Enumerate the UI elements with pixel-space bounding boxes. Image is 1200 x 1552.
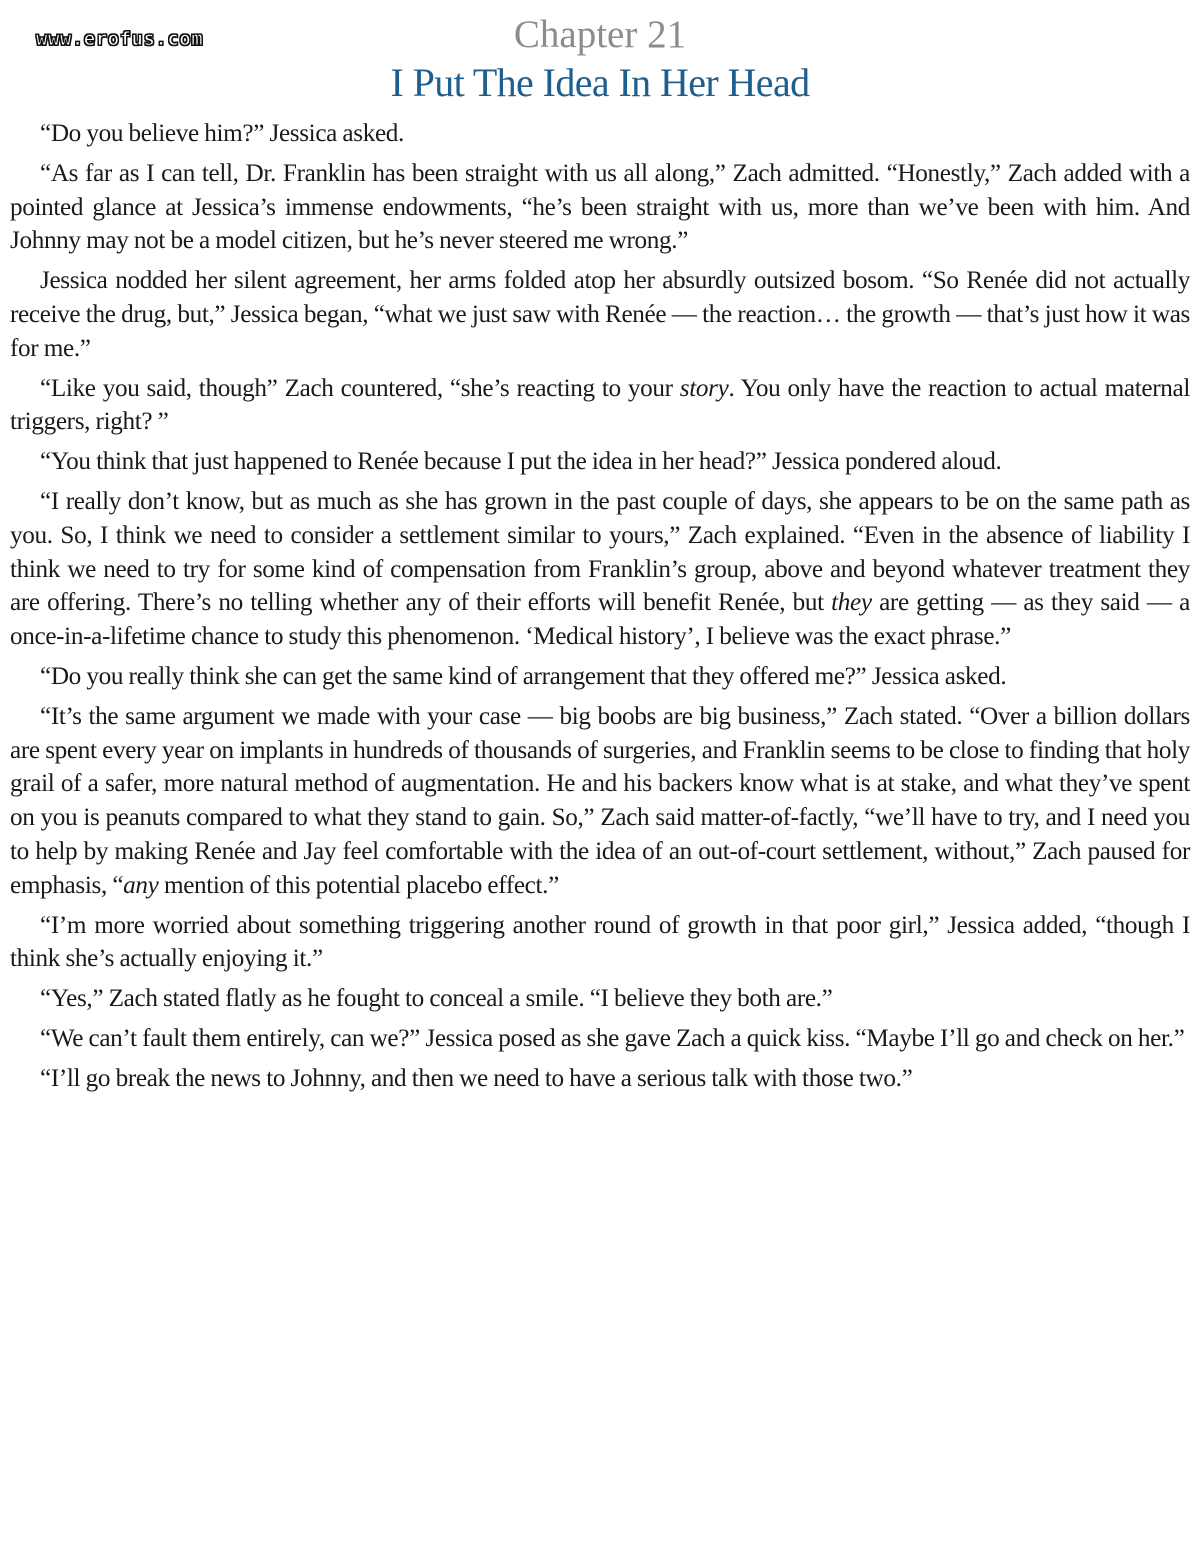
emphasis: story: [679, 374, 729, 402]
paragraph: “I really don’t know, but as much as she has grown in the past couple of days, she appears to be on the same path as you. So, I think we need to consider a settlement similar to yours,” Zach explained. “Even in the absence of liability I think we need to try for some kind of compensation from Franklin’s group, above and beyond whatever treatment they are offering. There’s no telling whether any of their efforts will benefit Renée, but they are getting — as they said — a once-in-a-lifetime chance to study this phenomenon. ‘Medical history’, I believe was the exact phrase.”: [10, 487, 1190, 651]
emphasis: they: [831, 589, 872, 617]
chapter-number: Chapter 21: [513, 13, 687, 56]
paragraph: “Do you really think she can get the same kind of arrangement that they offered me?” Jessica asked.: [40, 662, 1007, 690]
paragraph: “As far as I can tell, Dr. Franklin has been straight with us all along,” Zach admitted. “Honestly,” Zach added with a pointed glance at Jessica’s immense endowments, “he’s been straight with us, more than we’ve been with him. And Johnny may not be a model citizen, but he’s never steered me wrong.”: [10, 159, 1190, 255]
paragraph: “I’ll go break the news to Johnny, and then we need to have a serious talk with those two.”: [40, 1064, 913, 1092]
paragraph: “Like you said, though” Zach countered, “she’s reacting to your story. You only have the reaction to actual maternal triggers, right? ”: [10, 374, 1190, 436]
paragraph: “You think that just happened to Renée because I put the idea in her head?” Jessica pondered aloud.: [40, 448, 1002, 476]
paragraph: Jessica nodded her silent agreement, her arms folded atop her absurdly outsized bosom. “So Renée did not actually receive the drug, but,” Jessica began, “what we just saw with Renée — the reaction… the growth — that’s just how it was for me.”: [10, 267, 1190, 362]
paragraph: “I’m more worried about something triggering another round of growth in that poor girl,” Jessica added, “though I think she’s actually enjoying it.”: [10, 911, 1190, 973]
emphasis: any: [123, 871, 159, 899]
chapter-body: [10, 117, 1190, 1102]
paragraph: “We can’t fault them entirely, can we?” Jessica posed as she gave Zach a quick kiss. “Maybe I’ll go and check on her.”: [40, 1024, 1185, 1052]
watermark-text: www.erofus.com: [36, 28, 204, 50]
chapter-title: I Put The Idea In Her Head: [390, 60, 810, 105]
paragraph: “It’s the same argument we made with your case — big boobs are big business,” Zach stated. “Over a billion dollars are spent every year on implants in hundreds of thousands of surgeries, and Franklin seems to be close to finding that holy grail of a safer, more natural method of augmentation. He and his backers know what is at stake, and what they’ve spent on you is peanuts compared to what they stand to gain. So,” Zach said matter-of-factly, “we’ll have to try, and I need you to help by making Renée and Jay feel comfortable with the idea of an out-of-court settlement, without,” Zach paused for emphasis, “any mention of this potential placebo effect.”: [10, 702, 1190, 899]
paragraph: “Do you believe him?” Jessica asked.: [40, 120, 404, 147]
paragraph: “Yes,” Zach stated flatly as he fought to conceal a smile. “I believe they both are.”: [40, 985, 833, 1013]
